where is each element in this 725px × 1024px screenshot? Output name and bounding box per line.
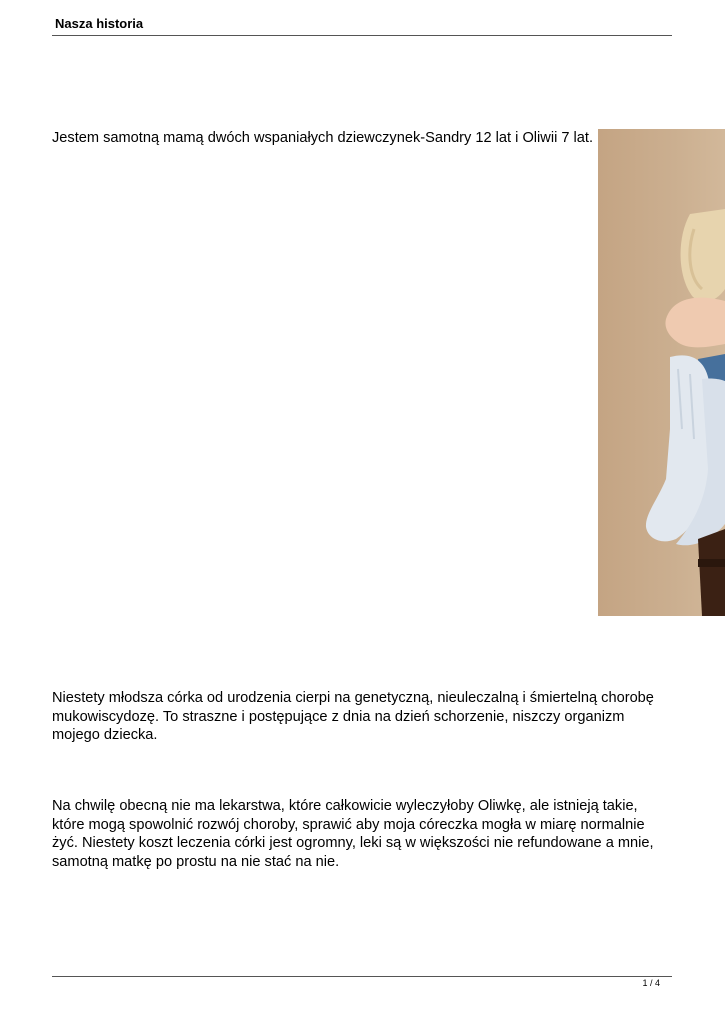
header-divider bbox=[52, 35, 672, 36]
girl-photo-illustration bbox=[598, 129, 725, 616]
paragraph-intro: Jestem samotną mamą dwóch wspaniałych dziewczynek-Sandry 12 lat i Oliwii 7 lat. bbox=[52, 130, 594, 146]
footer-divider bbox=[52, 976, 672, 977]
page-number: 1 / 4 bbox=[642, 978, 660, 988]
paragraph-illness: Niestety młodsza córka od urodzenia cierpi na genetyczną, nieuleczalną i śmiertelną chorobę mukowiscydozę. To straszne i postępujące z dnia na dzień schorzenie, niszczy organizm mojego dziecka. bbox=[52, 690, 654, 743]
photo-chair bbox=[698, 529, 725, 616]
girl-photo bbox=[598, 129, 725, 616]
paragraph-treatment: Na chwilę obecną nie ma lekarstwa, które całkowicie wyleczyłoby Oliwkę, ale istnieją takie, które mogą spowolnić rozwój choroby, sprawić aby moja córeczka mogła w miarę normalnie żyć. Niestety koszt leczenia córki jest ogromny, leki są w większości nie refundowane a mnie, samotną matkę po prostu na nie stać na nie. bbox=[52, 798, 654, 870]
page-header-title: Nasza historia bbox=[55, 16, 144, 31]
